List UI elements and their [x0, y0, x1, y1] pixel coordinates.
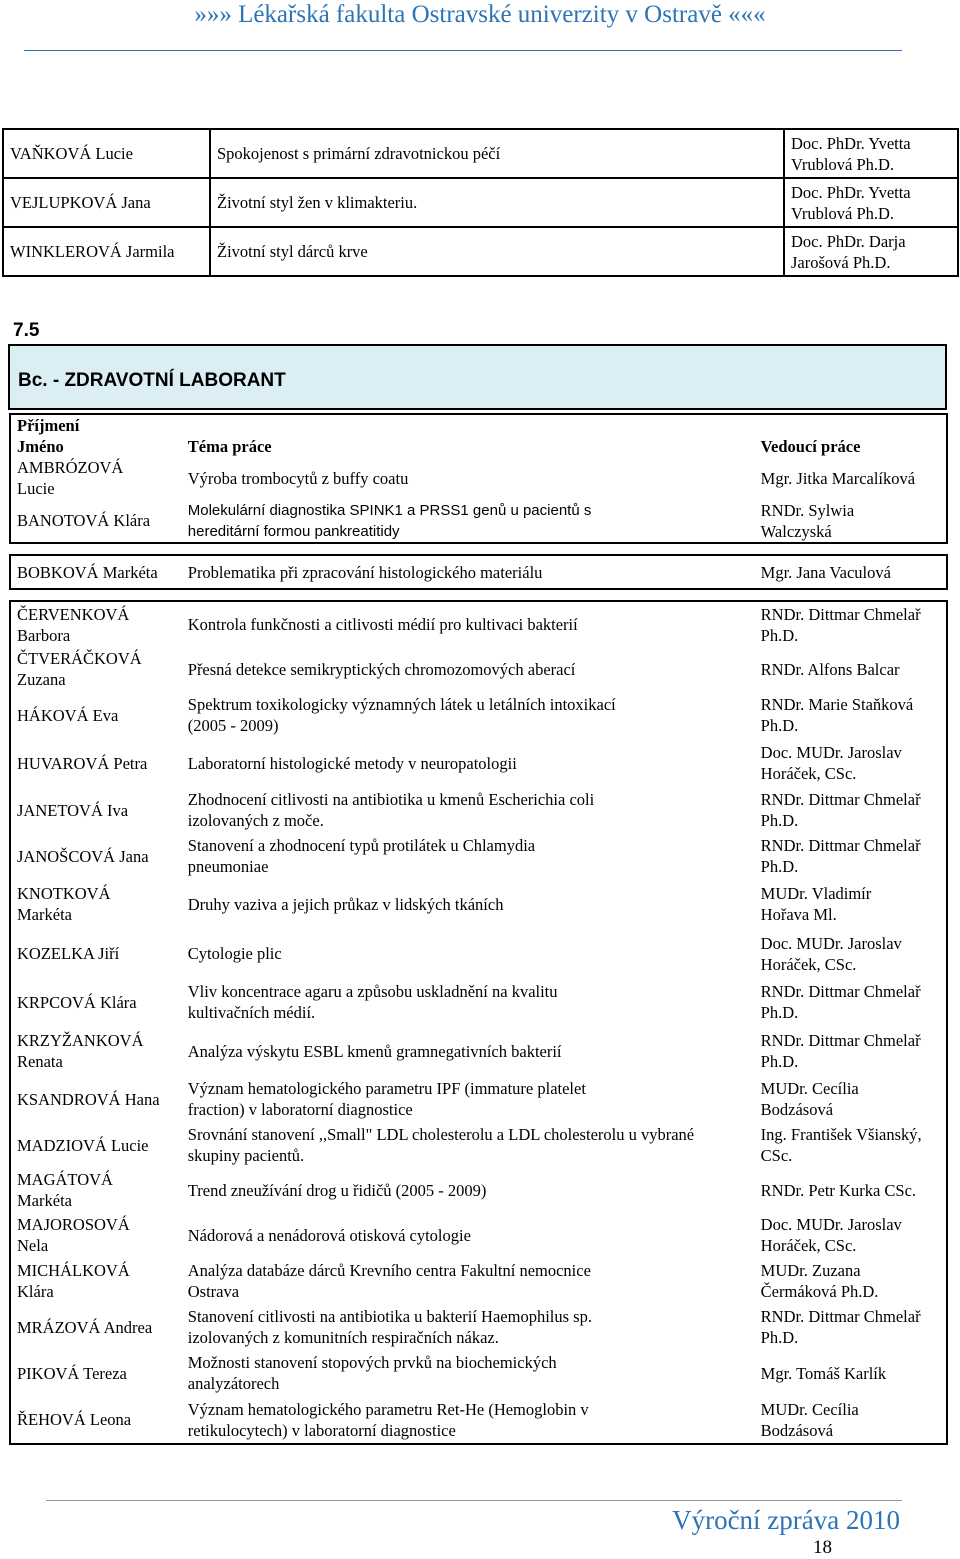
table-row: [3, 227, 958, 276]
table-row: [10, 691, 947, 739]
thesis-topic: [182, 1122, 755, 1168]
cell-text-line: RNDr. Dittmar Chmelař: [760, 790, 921, 809]
cell-text-line: MAGÁTOVÁ: [17, 1170, 113, 1189]
cell-text-line: Doc. MUDr. Jaroslav: [760, 1215, 902, 1234]
student-name: [10, 1396, 182, 1444]
student-name: [10, 1122, 182, 1168]
cell-text-line: AMBRÓZOVÁ: [17, 458, 124, 477]
student-name: [10, 879, 182, 929]
table-gap: [10, 589, 947, 601]
table-row: [10, 833, 947, 879]
cell-text-line: Ph.D.: [760, 625, 799, 645]
cell-text-line: Ph.D.: [760, 857, 799, 876]
supervisor: [755, 929, 947, 978]
cell-text-line: Markéta: [17, 905, 72, 924]
thesis-topic: [182, 457, 755, 499]
cell-text-line: KRPCOVÁ Klára: [17, 992, 137, 1012]
cell-text-line: RNDr. Dittmar Chmelař: [760, 604, 921, 624]
student-name: VAŇKOVÁ Lucie: [3, 129, 210, 178]
student-name: [10, 1026, 182, 1076]
footer-rule: [46, 1500, 902, 1501]
thesis-topic: [182, 1396, 755, 1444]
cell-text-line: Doc. PhDr. Darja: [791, 231, 906, 251]
supervisor: [755, 879, 947, 929]
section-number: 7.5: [13, 320, 40, 341]
cell-text-line: Doc. PhDr. Yvetta: [791, 133, 911, 153]
thesis-topic: Životní styl dárců krve: [210, 227, 784, 276]
column-header-supervisor: Vedoucí práce: [755, 414, 947, 457]
cell-text-line: Cytologie plic: [187, 944, 282, 963]
cell-text-line: Lucie: [17, 479, 55, 498]
cell-text-line: RNDr. Dittmar Chmelař: [760, 836, 921, 855]
column-header-firstname: Jméno: [17, 437, 64, 456]
cell-text-line: Vrublová Ph.D.: [791, 203, 895, 223]
cell-text-line: KOZELKA Jiří: [17, 944, 120, 963]
table-row: [10, 1350, 947, 1396]
thesis-topic: [182, 879, 755, 929]
supervisor: [755, 1212, 947, 1258]
supervisor: [755, 691, 947, 739]
table-row: [10, 1168, 947, 1212]
thesis-topic: [182, 1026, 755, 1076]
supervisor: [755, 647, 947, 691]
cell-text-line: RNDr. Alfons Balcar: [760, 659, 900, 679]
cell-text-line: Zuzana: [17, 670, 66, 689]
cell-text-line: Doc. MUDr. Jaroslav: [760, 743, 902, 762]
cell-text-line: BOBKOVÁ Markéta: [17, 562, 158, 582]
cell-text-line: Horáček, CSc.: [760, 954, 857, 974]
thesis-topic: [182, 929, 755, 978]
student-name: [10, 499, 182, 543]
cell-text-line: Problematika při zpracování histologického materiálu: [187, 562, 543, 582]
cell-text-line: MAJOROSOVÁ: [17, 1215, 130, 1234]
student-name: WINKLEROVÁ Jarmila: [3, 227, 210, 276]
cell-text-line: RNDr. Dittmar Chmelař: [760, 1307, 921, 1326]
cell-text-line: Význam hematologického parametru Ret-He (Hemoglobin v: [187, 1399, 589, 1419]
previous-theses-table: [2, 128, 959, 277]
cell-text-line: Zhodnocení citlivosti na antibiotika u kmenů Escherichia coli: [187, 790, 595, 809]
table-row: [10, 739, 947, 787]
supervisor: [755, 739, 947, 787]
cell-text-line: izolovaných z moče.: [187, 811, 324, 830]
page-header-title: »»» Lékařská fakulta Ostravské univerzity v Ostravě «««: [194, 1, 766, 28]
thesis-topic: [182, 833, 755, 879]
student-name: [10, 1350, 182, 1396]
thesis-topic: [182, 691, 755, 739]
cell-text-line: Mgr. Jitka Marcalíková: [760, 468, 916, 488]
student-name: [10, 457, 182, 499]
cell-text-line: Význam hematologického parametru IPF (immature platelet: [187, 1079, 586, 1098]
student-name: [10, 978, 182, 1026]
cell-text-line: Walczyská: [760, 521, 832, 541]
cell-text-line: Analýza databáze dárců Krevního centra Fakultní nemocnice: [187, 1261, 591, 1280]
cell-text-line: Nádorová a nenádorová otisková cytologie: [187, 1225, 471, 1245]
thesis-topic: [182, 1212, 755, 1258]
supervisor: [755, 1076, 947, 1122]
table-row: [10, 929, 947, 978]
table-row: [10, 647, 947, 691]
student-name: [10, 1168, 182, 1212]
header-rule: [24, 50, 902, 51]
cell-text-line: MUDr. Cecília: [760, 1399, 859, 1419]
supervisor: [784, 129, 958, 178]
cell-text-line: CSc.: [760, 1146, 793, 1165]
student-name: [10, 691, 182, 739]
table-header-row: [10, 414, 947, 457]
table-row: [10, 879, 947, 929]
cell-text-line: MICHÁLKOVÁ: [17, 1261, 130, 1280]
thesis-topic: [182, 1304, 755, 1350]
cell-text-line: MUDr. Vladimír: [760, 884, 872, 903]
table-row: [10, 1396, 947, 1444]
cell-text-line: Stanovení citlivosti na antibiotika u bakterií Haemophilus sp.: [187, 1307, 592, 1326]
cell-text-line: fraction) v laboratorní diagnostice: [187, 1100, 413, 1119]
cell-text-line: Analýza výskytu ESBL kmenů gramnegativních bakterií: [187, 1041, 562, 1061]
cell-text-line: Doc. PhDr. Yvetta: [791, 182, 911, 202]
supervisor: [755, 1122, 947, 1168]
table-row: [10, 787, 947, 833]
cell-text-line: KNOTKOVÁ: [17, 884, 111, 903]
student-name: VEJLUPKOVÁ Jana: [3, 178, 210, 227]
supervisor: [755, 1026, 947, 1076]
supervisor: [755, 833, 947, 879]
table-gap-cell: [10, 589, 947, 601]
cell-text-line: HÁKOVÁ Eva: [17, 705, 119, 725]
table-row: [10, 499, 947, 543]
thesis-topic: [182, 1258, 755, 1304]
cell-text-line: Bodzásová: [760, 1100, 834, 1119]
table-row: [10, 1304, 947, 1350]
supervisor: [755, 555, 947, 589]
cell-text-line: Markéta: [17, 1191, 72, 1210]
cell-text-line: Ph.D.: [760, 1052, 799, 1071]
table-row: [10, 1076, 947, 1122]
table-row: [10, 978, 947, 1026]
cell-text-line: KRZYŽANKOVÁ: [17, 1031, 144, 1050]
table-row: [10, 1122, 947, 1168]
theses-table: [9, 413, 948, 1445]
cell-text-line: Kontrola funkčnosti a citlivosti médií pro kultivaci bakterií: [187, 615, 578, 634]
cell-text-line: Mgr. Tomáš Karlík: [760, 1363, 887, 1383]
cell-text-line: JANOŠCOVÁ Jana: [17, 846, 149, 866]
cell-text-line: MADZIOVÁ Lucie: [17, 1135, 149, 1155]
cell-text-line: KSANDROVÁ Hana: [17, 1089, 160, 1109]
cell-text-line: Klára: [17, 1282, 54, 1301]
supervisor: [755, 787, 947, 833]
student-name: [10, 833, 182, 879]
cell-text-line: Vrublová Ph.D.: [791, 154, 895, 174]
table-row: [10, 555, 947, 589]
cell-text-line: BANOTOVÁ Klára: [17, 511, 151, 530]
thesis-topic: [182, 1350, 755, 1396]
column-header-name: [10, 414, 182, 457]
cell-text-line: Ostrava: [187, 1282, 240, 1301]
cell-text-line: RNDr. Petr Kurka CSc.: [760, 1180, 917, 1200]
student-name: [10, 1076, 182, 1122]
student-name: [10, 555, 182, 589]
cell-text-line: Doc. MUDr. Jaroslav: [760, 933, 902, 953]
cell-text-line: Spektrum toxikologicky významných látek u letálních intoxikací: [187, 695, 616, 714]
cell-text-line: Trend zneužívání drog u řidičů (2005 - 2009): [187, 1180, 487, 1200]
table-row: [10, 601, 947, 647]
supervisor: [755, 457, 947, 499]
cell-text-line: pneumoniae: [187, 857, 269, 876]
thesis-topic: [182, 739, 755, 787]
table-gap: [10, 543, 947, 555]
student-name: [10, 1258, 182, 1304]
cell-text-line: RNDr. Marie Staňková: [760, 695, 914, 714]
column-header-surname: Příjmení: [17, 416, 80, 435]
cell-text-line: Molekulární diagnostika SPINK1 a PRSS1 genů u pacientů s: [187, 501, 592, 519]
cell-text-line: Mgr. Jana Vaculová: [760, 562, 891, 582]
thesis-topic: [182, 787, 755, 833]
cell-text-line: MUDr. Zuzana: [760, 1261, 861, 1280]
cell-text-line: Jarošová Ph.D.: [791, 252, 891, 272]
cell-text-line: Ph.D.: [760, 716, 799, 735]
cell-text-line: Hořava Ml.: [760, 905, 837, 924]
cell-text-line: Srovnání stanovení ,,Small" LDL cholesterolu a LDL cholesterolu u vybrané: [187, 1125, 695, 1144]
cell-text-line: ČERVENKOVÁ: [17, 604, 130, 624]
supervisor: [755, 1304, 947, 1350]
table-row: [10, 457, 947, 499]
cell-text-line: hereditární formou pankreatitidy: [187, 522, 400, 540]
table-row: [10, 1258, 947, 1304]
student-name: [10, 739, 182, 787]
cell-text-line: Horáček, CSc.: [760, 764, 857, 783]
student-name: [10, 647, 182, 691]
cell-text-line: ŘEHOVÁ Leona: [17, 1410, 132, 1429]
cell-text-line: MRÁZOVÁ Andrea: [17, 1317, 153, 1337]
table-gap-cell: [10, 543, 947, 555]
cell-text-line: (2005 - 2009): [187, 716, 279, 735]
cell-text-line: Ph.D.: [760, 1003, 799, 1022]
cell-text-line: Stanovení a zhodnocení typů protilátek u Chlamydia: [187, 836, 536, 855]
supervisor: [755, 1168, 947, 1212]
cell-text-line: RNDr. Dittmar Chmelař: [760, 982, 921, 1001]
student-name: [10, 1212, 182, 1258]
cell-text-line: Laboratorní histologické metody v neuropatologii: [187, 753, 517, 773]
cell-text-line: Čermáková Ph.D.: [760, 1282, 879, 1301]
cell-text-line: Ing. František Všianský,: [760, 1125, 922, 1144]
supervisor: [755, 499, 947, 543]
supervisor: [755, 978, 947, 1026]
cell-text-line: Ph.D.: [760, 811, 799, 830]
cell-text-line: kultivačních médií.: [187, 1003, 316, 1022]
cell-text-line: skupiny pacientů.: [187, 1146, 305, 1165]
cell-text-line: Možnosti stanovení stopových prvků na biochemických: [187, 1353, 557, 1372]
supervisor: [755, 1396, 947, 1444]
table-row: [10, 1026, 947, 1076]
supervisor: [784, 178, 958, 227]
cell-text-line: Přesná detekce semikryptických chromozomových aberací: [187, 659, 576, 679]
cell-text-line: analyzátorech: [187, 1374, 280, 1393]
cell-text-line: Nela: [17, 1236, 49, 1255]
student-name: [10, 787, 182, 833]
cell-text-line: RNDr. Dittmar Chmelař: [760, 1031, 921, 1050]
cell-text-line: Výroba trombocytů z buffy coatu: [187, 468, 409, 488]
thesis-topic: [182, 647, 755, 691]
column-header-topic: Téma práce: [182, 414, 755, 457]
student-name: [10, 601, 182, 647]
cell-text-line: Druhy vaziva a jejich průkaz v lidských tkáních: [187, 894, 504, 914]
cell-text-line: JANETOVÁ Iva: [17, 800, 129, 820]
cell-text-line: PIKOVÁ Tereza: [17, 1363, 127, 1383]
supervisor: [784, 227, 958, 276]
cell-text-line: Vliv koncentrace agaru a způsobu uskladnění na kvalitu: [187, 982, 558, 1001]
cell-text-line: RNDr. Sylwia: [760, 500, 855, 520]
footer-title: Výroční zpráva 2010: [672, 1505, 900, 1535]
cell-text-line: Ph.D.: [760, 1328, 799, 1347]
thesis-topic: [182, 1168, 755, 1212]
supervisor: [755, 1350, 947, 1396]
thesis-topic: Spokojenost s primární zdravotnickou péčí: [210, 129, 784, 178]
cell-text-line: retikulocytech) v laboratorní diagnostice: [187, 1420, 456, 1440]
table-row: [3, 178, 958, 227]
student-name: [10, 1304, 182, 1350]
page-number: 18: [813, 1537, 832, 1558]
thesis-topic: [182, 555, 755, 589]
table-row: [3, 129, 958, 178]
thesis-topic: Životní styl žen v klimakteriu.: [210, 178, 784, 227]
table-row: [10, 1212, 947, 1258]
supervisor: [755, 1258, 947, 1304]
thesis-topic: [182, 499, 755, 543]
cell-text-line: Bodzásová: [760, 1420, 834, 1440]
supervisor: [755, 601, 947, 647]
cell-text-line: MUDr. Cecília: [760, 1079, 859, 1098]
cell-text-line: HUVAROVÁ Petra: [17, 753, 148, 773]
thesis-topic: [182, 978, 755, 1026]
student-name: [10, 929, 182, 978]
cell-text-line: izolovaných z komunitních respiračních nákaz.: [187, 1328, 499, 1347]
cell-text-line: Barbora: [17, 625, 71, 645]
cell-text-line: Renata: [17, 1052, 63, 1071]
cell-text-line: Horáček, CSc.: [760, 1236, 857, 1255]
thesis-topic: [182, 1076, 755, 1122]
thesis-topic: [182, 601, 755, 647]
cell-text-line: ČTVERÁČKOVÁ: [17, 649, 142, 668]
section-title: Bc. - ZDRAVOTNÍ LABORANT: [8, 344, 947, 410]
